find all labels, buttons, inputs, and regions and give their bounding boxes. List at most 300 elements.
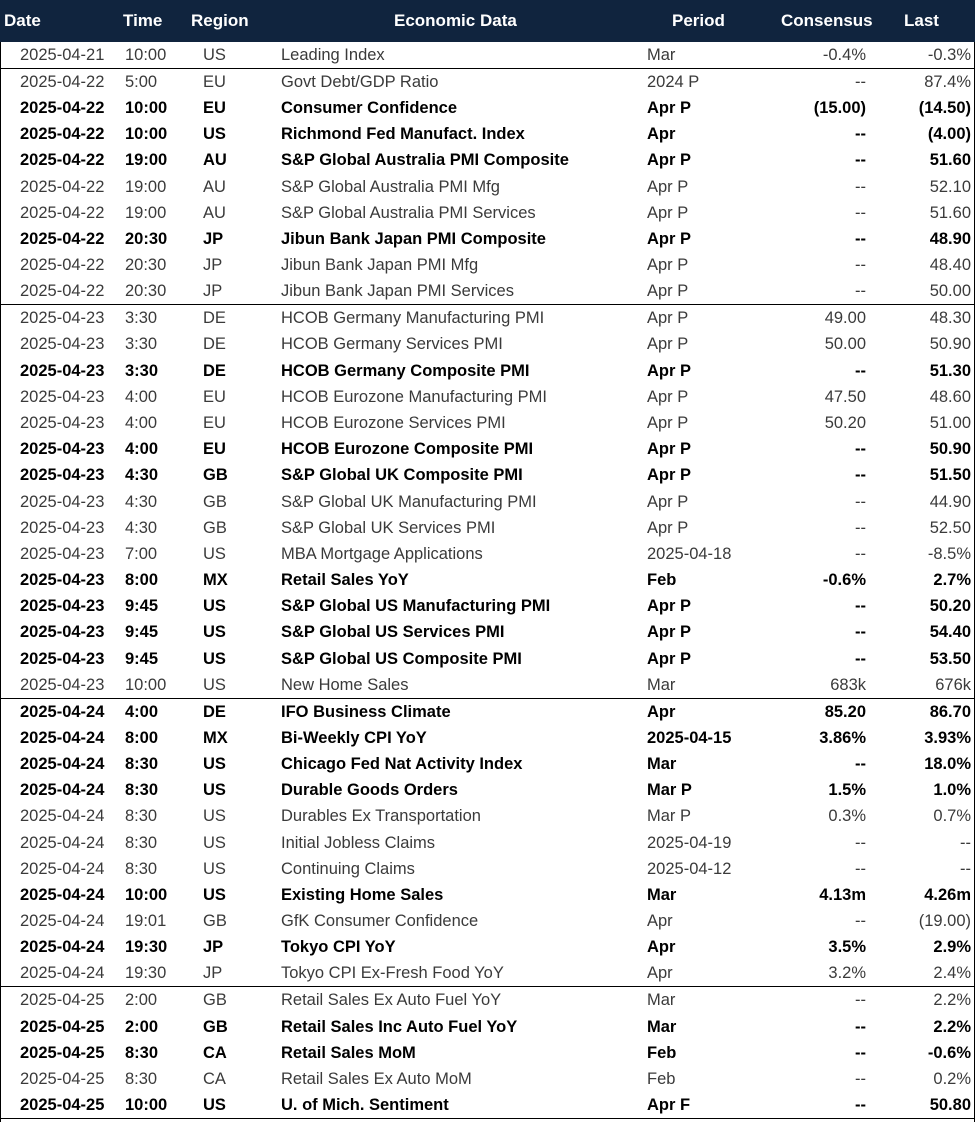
cell-indicator-name: HCOB Germany Manufacturing PMI bbox=[279, 305, 645, 332]
cell-date: 2025-04-24 bbox=[0, 698, 123, 725]
cell-region: US bbox=[203, 544, 226, 563]
cell-indicator-name: Retail Sales MoM bbox=[281, 1043, 416, 1062]
cell-consensus: 4.13m bbox=[819, 885, 866, 904]
cell-last: 52.10 bbox=[929, 177, 971, 196]
table-row bbox=[0, 777, 975, 803]
cell-period: Feb bbox=[647, 571, 677, 590]
cell-region: CA bbox=[203, 1043, 227, 1062]
cell-consensus: -- bbox=[855, 544, 866, 563]
cell-date: 2025-04-23 bbox=[20, 440, 105, 459]
cell-last: 1.0% bbox=[933, 781, 971, 800]
cell-region: JP bbox=[203, 282, 223, 301]
cell-region: US bbox=[189, 1092, 279, 1119]
cell-time: 10:00 bbox=[125, 46, 167, 64]
cell-consensus: -- bbox=[855, 623, 866, 642]
cell-period: Feb bbox=[647, 1069, 676, 1088]
cell-last: 86.70 bbox=[872, 698, 975, 725]
cell-date: 2025-04-23 bbox=[20, 387, 105, 406]
cell-indicator-name: Tokyo CPI Ex-Fresh Food YoY bbox=[281, 964, 504, 983]
table-row bbox=[0, 803, 975, 829]
cell-indicator-name: Retail Sales Ex Auto Fuel YoY bbox=[279, 987, 645, 1014]
cell-period: Apr P bbox=[647, 649, 692, 668]
cell-period: Mar bbox=[647, 1017, 677, 1036]
cell-region: JP bbox=[203, 230, 224, 249]
cell-date: 2025-04-24 bbox=[20, 859, 105, 878]
cell-date: 2025-04-23 bbox=[20, 544, 105, 563]
cell-indicator-name: S&P Global UK Services PMI bbox=[281, 518, 496, 537]
cell-last: 87.4% bbox=[872, 69, 975, 96]
cell-indicator-name: S&P Global US Services PMI bbox=[281, 623, 505, 642]
cell-consensus: 49.00 bbox=[763, 305, 872, 332]
cell-date: 2025-04-23 bbox=[20, 413, 105, 432]
cell-time: 4:00 bbox=[125, 440, 159, 459]
cell-time: 19:00 bbox=[125, 177, 167, 196]
cell-date: 2025-04-24 bbox=[20, 728, 105, 747]
cell-consensus: -- bbox=[855, 256, 866, 275]
cell-region: US bbox=[203, 649, 226, 668]
cell-region: MX bbox=[203, 728, 228, 747]
cell-indicator-name: Consumer Confidence bbox=[281, 99, 458, 118]
table-row bbox=[0, 1013, 975, 1039]
cell-consensus: -- bbox=[855, 440, 866, 459]
cell-consensus: -0.4% bbox=[822, 46, 866, 64]
cell-date: 2025-04-23 bbox=[20, 466, 105, 485]
table-row bbox=[0, 908, 975, 934]
cell-region: US bbox=[203, 885, 226, 904]
cell-period: Apr bbox=[647, 964, 673, 983]
cell-period: Feb bbox=[647, 1043, 677, 1062]
cell-period: Apr F bbox=[645, 1092, 763, 1119]
table-row bbox=[0, 1040, 975, 1066]
cell-last: 676k bbox=[935, 675, 971, 694]
cell-indicator-name: HCOB Germany Composite PMI bbox=[281, 361, 530, 380]
table-row bbox=[0, 672, 975, 699]
cell-period: Apr P bbox=[647, 518, 689, 537]
cell-time: 8:30 bbox=[125, 833, 158, 852]
cell-last: 48.90 bbox=[929, 230, 971, 249]
cell-time: 3:30 bbox=[125, 335, 158, 354]
cell-date: 2025-04-22 bbox=[20, 177, 105, 196]
cell-period: Apr bbox=[647, 912, 673, 931]
cell-indicator-name: S&P Global US Composite PMI bbox=[281, 649, 522, 668]
cell-consensus: 683k bbox=[830, 675, 866, 694]
cell-last: 3.93% bbox=[924, 728, 971, 747]
cell-last: 53.50 bbox=[929, 649, 971, 668]
cell-consensus: 50.00 bbox=[824, 335, 866, 354]
table-row bbox=[0, 725, 975, 751]
table-row bbox=[0, 95, 975, 121]
header-row bbox=[0, 0, 975, 42]
cell-region: US bbox=[203, 859, 226, 878]
cell-period: 2025-04-12 bbox=[647, 859, 732, 878]
cell-region: US bbox=[203, 833, 226, 852]
table-row bbox=[0, 331, 975, 357]
cell-last: 51.30 bbox=[929, 361, 971, 380]
table-row bbox=[0, 278, 975, 305]
cell-date: 2025-04-24 bbox=[20, 938, 105, 957]
cell-region: EU bbox=[189, 69, 279, 96]
cell-date: 2025-04-22 bbox=[20, 203, 105, 222]
cell-consensus: -- bbox=[855, 492, 866, 511]
cell-indicator-name: Jibun Bank Japan PMI Services bbox=[281, 282, 514, 301]
cell-time: 8:30 bbox=[125, 1069, 158, 1088]
cell-region: EU bbox=[203, 387, 226, 406]
cell-region: US bbox=[203, 125, 226, 144]
cell-indicator-name: MBA Mortgage Applications bbox=[281, 544, 483, 563]
cell-consensus: -- bbox=[855, 282, 866, 301]
table-row bbox=[0, 934, 975, 960]
cell-indicator-name: Retail Sales Ex Auto MoM bbox=[281, 1069, 472, 1088]
cell-date: 2025-04-22 bbox=[20, 230, 105, 249]
table-row bbox=[0, 567, 975, 593]
table-row bbox=[0, 960, 975, 987]
table-row bbox=[0, 121, 975, 147]
cell-region: MX bbox=[203, 571, 228, 590]
cell-time: 8:30 bbox=[125, 859, 158, 878]
cell-indicator-name: S&P Global Australia PMI Composite bbox=[281, 151, 569, 170]
cell-last: 2.2% bbox=[933, 1017, 971, 1036]
header-date: Date bbox=[4, 11, 41, 30]
cell-indicator-name: HCOB Eurozone Manufacturing PMI bbox=[281, 387, 547, 406]
cell-indicator-name: Durables Ex Transportation bbox=[281, 807, 481, 826]
table-row bbox=[0, 69, 975, 96]
cell-period: Apr P bbox=[647, 440, 692, 459]
cell-time: 10:00 bbox=[125, 99, 168, 118]
cell-period: 2025-04-15 bbox=[647, 728, 732, 747]
cell-date: 2025-04-23 bbox=[20, 571, 105, 590]
cell-period: Mar bbox=[647, 46, 676, 64]
table-header bbox=[0, 0, 975, 42]
cell-last: (19.00) bbox=[918, 912, 971, 931]
cell-time: 10:00 bbox=[123, 1092, 189, 1119]
cell-consensus: -0.6% bbox=[822, 571, 866, 590]
cell-region: AU bbox=[203, 151, 227, 170]
cell-region: AU bbox=[203, 203, 226, 222]
cell-time: 19:30 bbox=[125, 964, 167, 983]
cell-last: 54.40 bbox=[929, 623, 971, 642]
cell-region: CA bbox=[203, 1069, 226, 1088]
cell-region: GB bbox=[189, 987, 279, 1014]
cell-last: 51.00 bbox=[929, 413, 971, 432]
cell-period: Apr P bbox=[647, 282, 689, 301]
cell-indicator-name: S&P Global UK Composite PMI bbox=[281, 466, 523, 485]
cell-time: 9:45 bbox=[125, 649, 159, 668]
cell-time: 20:30 bbox=[125, 230, 168, 249]
cell-indicator-name: Existing Home Sales bbox=[281, 885, 444, 904]
cell-indicator-name: IFO Business Climate bbox=[279, 698, 645, 725]
cell-region: US bbox=[203, 781, 226, 800]
table-row bbox=[0, 200, 975, 226]
table-row bbox=[0, 751, 975, 777]
cell-last: -- bbox=[960, 833, 971, 852]
cell-last: 50.00 bbox=[929, 282, 971, 301]
table-row bbox=[0, 515, 975, 541]
cell-indicator-name: Govt Debt/GDP Ratio bbox=[279, 69, 645, 96]
cell-consensus: -- bbox=[855, 125, 866, 144]
table-row bbox=[0, 147, 975, 173]
cell-date: 2025-04-23 bbox=[20, 649, 105, 668]
cell-period: Mar P bbox=[647, 807, 692, 826]
cell-consensus: 1.5% bbox=[828, 781, 866, 800]
cell-last: 44.90 bbox=[929, 492, 971, 511]
cell-time: 2:00 bbox=[123, 987, 189, 1014]
cell-indicator-name: S&P Global US Manufacturing PMI bbox=[281, 597, 551, 616]
table-row bbox=[0, 42, 975, 69]
header-last: Last bbox=[904, 11, 939, 30]
cell-consensus: -- bbox=[855, 203, 866, 222]
cell-date: 2025-04-23 bbox=[20, 518, 105, 537]
cell-period: Mar bbox=[645, 987, 763, 1014]
cell-date: 2025-04-23 bbox=[20, 492, 105, 511]
cell-last: -0.3% bbox=[927, 46, 971, 64]
cell-date: 2025-04-24 bbox=[20, 964, 105, 983]
cell-consensus: -- bbox=[855, 177, 866, 196]
cell-time: 9:45 bbox=[125, 623, 159, 642]
cell-time: 8:30 bbox=[125, 755, 159, 774]
cell-period: Apr P bbox=[647, 177, 689, 196]
cell-consensus: -- bbox=[855, 1017, 866, 1036]
cell-consensus: -- bbox=[855, 230, 866, 249]
cell-region: GB bbox=[203, 492, 227, 511]
table-row bbox=[0, 488, 975, 514]
cell-last: (14.50) bbox=[918, 99, 971, 118]
cell-period: Apr P bbox=[647, 99, 692, 118]
cell-time: 10:00 bbox=[125, 675, 167, 694]
header-economic-data: Economic Data bbox=[394, 11, 517, 30]
cell-last: 2.7% bbox=[933, 571, 971, 590]
cell-indicator-name: Retail Sales YoY bbox=[281, 571, 409, 590]
cell-date: 2025-04-23 bbox=[20, 361, 105, 380]
cell-region: US bbox=[203, 675, 226, 694]
cell-period: Apr P bbox=[647, 203, 689, 222]
table-row bbox=[0, 226, 975, 252]
cell-time: 3:30 bbox=[125, 361, 159, 380]
cell-region: US bbox=[203, 623, 226, 642]
cell-date: 2025-04-24 bbox=[20, 912, 105, 931]
cell-period: Apr bbox=[645, 698, 763, 725]
cell-consensus: (15.00) bbox=[813, 99, 866, 118]
table-row bbox=[0, 1092, 975, 1119]
cell-period: Apr P bbox=[647, 492, 689, 511]
cell-consensus: -- bbox=[855, 859, 866, 878]
cell-consensus: -- bbox=[855, 912, 866, 931]
cell-date: 2025-04-25 bbox=[20, 1069, 105, 1088]
cell-indicator-name: HCOB Eurozone Services PMI bbox=[281, 413, 506, 432]
cell-date: 2025-04-23 bbox=[20, 675, 105, 694]
cell-date: 2025-04-24 bbox=[20, 885, 105, 904]
cell-region: DE bbox=[189, 698, 279, 725]
cell-consensus: 3.86% bbox=[819, 728, 866, 747]
cell-date: 2025-04-22 bbox=[20, 282, 105, 301]
cell-date: 2025-04-22 bbox=[0, 69, 123, 96]
table-row bbox=[0, 305, 975, 332]
table-row bbox=[0, 384, 975, 410]
cell-indicator-name: Continuing Claims bbox=[281, 859, 415, 878]
cell-time: 4:30 bbox=[125, 492, 158, 511]
cell-period: Apr P bbox=[647, 335, 689, 354]
cell-date: 2025-04-24 bbox=[20, 781, 105, 800]
cell-consensus: -- bbox=[855, 466, 866, 485]
cell-consensus: -- bbox=[855, 833, 866, 852]
cell-consensus: -- bbox=[763, 1092, 872, 1119]
cell-last: (4.00) bbox=[927, 125, 971, 144]
cell-region: JP bbox=[203, 938, 224, 957]
cell-indicator-name: Jibun Bank Japan PMI Composite bbox=[281, 230, 546, 249]
cell-period: Mar bbox=[647, 755, 677, 774]
cell-date: 2025-04-23 bbox=[20, 335, 105, 354]
cell-last: 51.50 bbox=[929, 466, 971, 485]
cell-indicator-name: New Home Sales bbox=[281, 675, 409, 694]
cell-period: Apr bbox=[647, 125, 676, 144]
cell-region: US bbox=[203, 755, 226, 774]
cell-period: Apr P bbox=[647, 387, 689, 406]
cell-last: 48.30 bbox=[872, 305, 975, 332]
cell-period: Apr P bbox=[647, 413, 689, 432]
cell-date: 2025-04-21 bbox=[20, 46, 105, 64]
cell-consensus: -- bbox=[855, 361, 866, 380]
cell-indicator-name: Initial Jobless Claims bbox=[281, 833, 436, 852]
cell-indicator-name: Chicago Fed Nat Activity Index bbox=[281, 755, 523, 774]
cell-time: 19:00 bbox=[125, 151, 168, 170]
cell-time: 8:00 bbox=[125, 571, 159, 590]
cell-date: 2025-04-25 bbox=[20, 1017, 105, 1036]
cell-region: DE bbox=[203, 361, 226, 380]
cell-period: 2025-04-18 bbox=[647, 544, 732, 563]
cell-region: US bbox=[203, 807, 226, 826]
cell-date: 2025-04-25 bbox=[0, 1092, 123, 1119]
header-region: Region bbox=[191, 11, 249, 30]
table-row bbox=[0, 593, 975, 619]
cell-consensus: -- bbox=[855, 1043, 866, 1062]
cell-last: 0.2% bbox=[933, 1069, 971, 1088]
cell-time: 8:30 bbox=[125, 781, 159, 800]
table-row bbox=[0, 462, 975, 488]
cell-time: 7:00 bbox=[125, 544, 158, 563]
cell-time: 2:00 bbox=[125, 1017, 159, 1036]
cell-consensus: -- bbox=[855, 755, 866, 774]
header-period: Period bbox=[672, 11, 725, 30]
cell-last: 48.60 bbox=[929, 387, 971, 406]
cell-region: US bbox=[203, 46, 226, 64]
cell-region: EU bbox=[203, 413, 226, 432]
cell-region: GB bbox=[203, 518, 227, 537]
cell-date: 2025-04-22 bbox=[20, 99, 105, 118]
table-row bbox=[0, 619, 975, 645]
cell-period: Mar P bbox=[647, 781, 692, 800]
cell-last: 50.20 bbox=[929, 597, 971, 616]
cell-date: 2025-04-24 bbox=[20, 833, 105, 852]
table-body bbox=[0, 42, 975, 1119]
table-row bbox=[0, 174, 975, 200]
cell-last: 4.26m bbox=[924, 885, 971, 904]
cell-region: GB bbox=[203, 466, 228, 485]
cell-time: 9:45 bbox=[125, 597, 159, 616]
table-row bbox=[0, 987, 975, 1014]
cell-indicator-name: S&P Global Australia PMI Mfg bbox=[281, 177, 500, 196]
cell-consensus: -- bbox=[855, 151, 866, 170]
cell-consensus: -- bbox=[855, 597, 866, 616]
cell-indicator-name: U. of Mich. Sentiment bbox=[279, 1092, 645, 1119]
cell-last: 51.60 bbox=[929, 203, 971, 222]
cell-date: 2025-04-25 bbox=[20, 1043, 105, 1062]
table-row bbox=[0, 698, 975, 725]
table-row bbox=[0, 646, 975, 672]
cell-indicator-name: Leading Index bbox=[281, 46, 385, 64]
cell-region: GB bbox=[203, 912, 227, 931]
cell-time: 4:00 bbox=[125, 387, 158, 406]
cell-last: 2.9% bbox=[933, 938, 971, 957]
cell-consensus: 50.20 bbox=[824, 413, 866, 432]
cell-consensus: 3.2% bbox=[828, 964, 866, 983]
cell-date: 2025-04-25 bbox=[0, 987, 123, 1014]
cell-date: 2025-04-23 bbox=[20, 597, 105, 616]
cell-time: 4:00 bbox=[125, 413, 158, 432]
table-row bbox=[0, 436, 975, 462]
cell-indicator-name: Tokyo CPI YoY bbox=[281, 938, 396, 957]
cell-period: Apr P bbox=[647, 151, 692, 170]
cell-region: EU bbox=[203, 99, 226, 118]
cell-consensus: -- bbox=[763, 69, 872, 96]
cell-time: 19:00 bbox=[125, 203, 167, 222]
cell-time: 8:30 bbox=[125, 1043, 159, 1062]
cell-last: 52.50 bbox=[929, 518, 971, 537]
cell-indicator-name: Bi-Weekly CPI YoY bbox=[281, 728, 427, 747]
cell-indicator-name: HCOB Germany Services PMI bbox=[281, 335, 503, 354]
header-time: Time bbox=[123, 11, 163, 30]
cell-last: 2.2% bbox=[872, 987, 975, 1014]
table-row bbox=[0, 830, 975, 856]
cell-region: JP bbox=[203, 964, 223, 983]
cell-indicator-name: Durable Goods Orders bbox=[281, 781, 458, 800]
cell-consensus: -- bbox=[763, 987, 872, 1014]
cell-period: Apr P bbox=[647, 466, 692, 485]
cell-time: 20:30 bbox=[125, 256, 167, 275]
table-row bbox=[0, 252, 975, 278]
header-consensus: Consensus bbox=[781, 11, 873, 30]
cell-time: 5:00 bbox=[123, 69, 189, 96]
cell-indicator-name: Jibun Bank Japan PMI Mfg bbox=[281, 256, 479, 275]
cell-period: Apr P bbox=[647, 361, 692, 380]
cell-consensus: 3.5% bbox=[828, 938, 866, 957]
cell-last: 18.0% bbox=[924, 755, 971, 774]
cell-indicator-name: Richmond Fed Manufact. Index bbox=[281, 125, 525, 144]
cell-date: 2025-04-23 bbox=[20, 623, 105, 642]
cell-consensus: -- bbox=[855, 1069, 866, 1088]
cell-last: 51.60 bbox=[929, 151, 971, 170]
cell-last: 50.80 bbox=[872, 1092, 975, 1119]
cell-region: DE bbox=[203, 335, 226, 354]
cell-time: 4:30 bbox=[125, 518, 158, 537]
cell-period: 2025-04-19 bbox=[647, 833, 732, 852]
cell-period: Mar bbox=[647, 675, 676, 694]
cell-date: 2025-04-24 bbox=[20, 755, 105, 774]
cell-last: -8.5% bbox=[927, 544, 971, 563]
cell-date: 2025-04-23 bbox=[0, 305, 123, 332]
cell-consensus: 0.3% bbox=[828, 807, 866, 826]
cell-period: 2024 P bbox=[645, 69, 763, 96]
table-row bbox=[0, 358, 975, 384]
cell-date: 2025-04-22 bbox=[20, 256, 105, 275]
cell-last: 0.7% bbox=[933, 807, 971, 826]
cell-time: 10:00 bbox=[125, 125, 168, 144]
cell-time: 3:30 bbox=[123, 305, 189, 332]
cell-time: 10:00 bbox=[125, 885, 168, 904]
cell-time: 8:00 bbox=[125, 728, 159, 747]
cell-date: 2025-04-22 bbox=[20, 151, 105, 170]
cell-date: 2025-04-24 bbox=[20, 807, 105, 826]
cell-period: Apr P bbox=[647, 597, 692, 616]
cell-indicator-name: Retail Sales Inc Auto Fuel YoY bbox=[281, 1017, 518, 1036]
